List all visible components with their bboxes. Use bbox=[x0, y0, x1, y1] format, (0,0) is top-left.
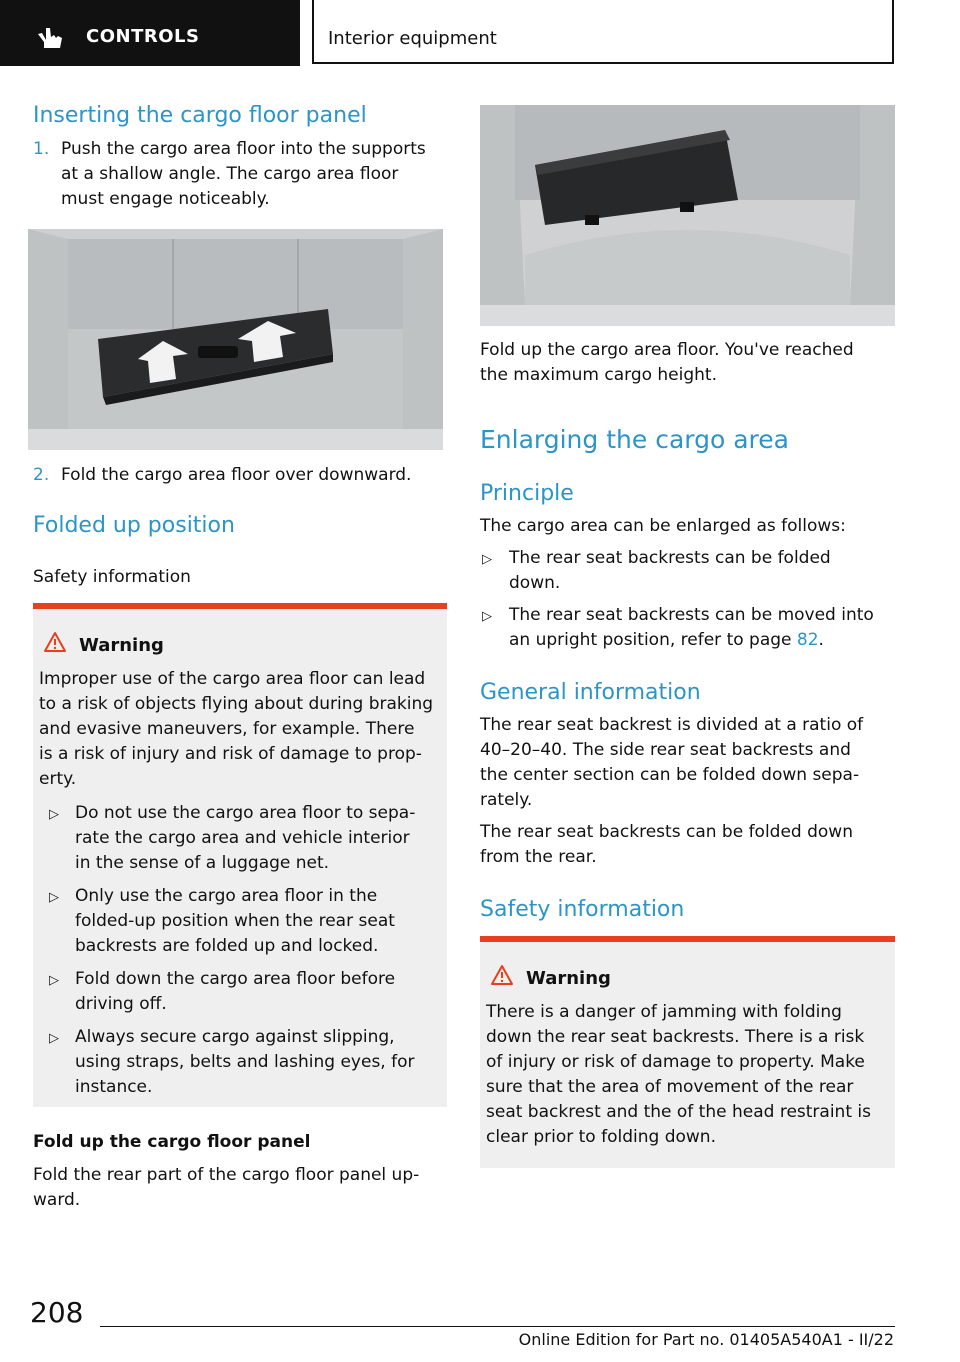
text-line: the center section can be folded down sepa- bbox=[480, 765, 860, 785]
warning-body bbox=[39, 667, 433, 792]
text-line: ward. bbox=[33, 1190, 81, 1210]
warning-body bbox=[486, 1000, 871, 1150]
text-line: driving off. bbox=[75, 994, 167, 1014]
footer-divider bbox=[100, 1326, 895, 1327]
text-line: The rear seat backrests can be moved into bbox=[509, 605, 874, 625]
text-line: There is a danger of jamming with folding bbox=[486, 1002, 842, 1022]
bullet-triangle-icon: ▷ bbox=[49, 807, 59, 822]
warning-box bbox=[33, 603, 447, 1107]
fold-up-text bbox=[33, 1163, 419, 1213]
principle-bullet bbox=[509, 546, 831, 596]
text-line: rate the cargo area and vehicle interior bbox=[75, 828, 410, 848]
step-number: 2. bbox=[33, 465, 50, 485]
text-line bbox=[509, 628, 874, 653]
warning-title: Warning bbox=[526, 968, 611, 989]
text-line: of injury or risk of damage to property. Make bbox=[486, 1052, 865, 1072]
text-line: Only use the cargo area floor in the bbox=[75, 886, 378, 906]
principle-bullet bbox=[509, 603, 874, 653]
bullet-triangle-icon: ▷ bbox=[49, 890, 59, 905]
text-line: and evasive maneuvers, for example. There bbox=[39, 719, 415, 739]
warning-bullet bbox=[75, 884, 395, 959]
page-number: 208 bbox=[30, 1296, 84, 1329]
text-line: clear prior to folding down. bbox=[486, 1127, 716, 1147]
text-line: Fold the rear part of the cargo floor panel up- bbox=[33, 1165, 420, 1185]
text-line: Always secure cargo against slipping, bbox=[75, 1027, 395, 1047]
text-line: in the sense of a luggage net. bbox=[75, 853, 330, 873]
bullet-triangle-icon: ▷ bbox=[482, 609, 492, 624]
bullet-triangle-icon: ▷ bbox=[49, 973, 59, 988]
header-chapter-label: Interior equipment bbox=[328, 28, 497, 49]
warning-triangle-icon bbox=[490, 964, 514, 986]
heading-principle: Principle bbox=[480, 481, 574, 506]
header-chapter-tab bbox=[312, 0, 894, 64]
principle-intro: The cargo area can be enlarged as follows: bbox=[480, 516, 846, 536]
text-line: to a risk of objects flying about during braking bbox=[39, 694, 434, 714]
text-line: backrests are folded up and locked. bbox=[75, 936, 379, 956]
hand-pointer-icon bbox=[34, 24, 66, 52]
text-line: must engage noticeably. bbox=[61, 189, 270, 209]
heading-inserting-cargo-floor: Inserting the cargo floor panel bbox=[33, 103, 367, 128]
warning-box bbox=[480, 936, 895, 1168]
text-line: instance. bbox=[75, 1077, 153, 1097]
heading-general-information: General information bbox=[480, 680, 701, 705]
bullet-triangle-icon: ▷ bbox=[482, 552, 492, 567]
text-fragment: an upright position, refer to page bbox=[509, 630, 797, 650]
text-line: down the rear seat backrests. There is a risk bbox=[486, 1027, 865, 1047]
text-line: Push the cargo area floor into the supports bbox=[61, 139, 426, 159]
text-line: from the rear. bbox=[480, 847, 597, 867]
cargo-floor-folded-image bbox=[480, 105, 895, 326]
fold-up-cargo-floor-title: Fold up the cargo floor panel bbox=[33, 1132, 311, 1152]
heading-safety-information: Safety information bbox=[480, 897, 685, 922]
text-line: erty. bbox=[39, 769, 77, 789]
text-line: The rear seat backrests can be folded down bbox=[480, 822, 853, 842]
folded-caption bbox=[480, 338, 854, 388]
text-line: rately. bbox=[480, 790, 533, 810]
text-line: Improper use of the cargo area floor can lead bbox=[39, 669, 426, 689]
warning-triangle-icon bbox=[43, 631, 67, 653]
safety-information-label: Safety information bbox=[33, 567, 191, 587]
text-line: is a risk of injury and risk of damage to prop- bbox=[39, 744, 422, 764]
general-text-2 bbox=[480, 820, 853, 870]
text-line: seat backrest and the of the head restraint is bbox=[486, 1102, 871, 1122]
text-line: folded-up position when the rear seat bbox=[75, 911, 395, 931]
warning-bullet bbox=[75, 967, 395, 1017]
step-number: 1. bbox=[33, 139, 50, 159]
page-reference-link[interactable]: 82 bbox=[796, 630, 819, 650]
text-line: using straps, belts and lashing eyes, for bbox=[75, 1052, 415, 1072]
text-line: Fold down the cargo area floor before bbox=[75, 969, 396, 989]
text-line: 40–20–40. The side rear seat backrests and bbox=[480, 740, 851, 760]
header-section-tab bbox=[0, 0, 300, 66]
general-text bbox=[480, 713, 863, 813]
text-line: Fold up the cargo area floor. You've reached bbox=[480, 340, 854, 360]
warning-title: Warning bbox=[79, 635, 164, 656]
text-line: the maximum cargo height. bbox=[480, 365, 718, 385]
heading-enlarging-cargo-area: Enlarging the cargo area bbox=[480, 425, 789, 454]
cargo-floor-insert-image bbox=[28, 229, 443, 450]
heading-folded-up-position: Folded up position bbox=[33, 513, 235, 538]
text-line: at a shallow angle. The cargo area floor bbox=[61, 164, 399, 184]
text-line: Do not use the cargo area floor to sepa- bbox=[75, 803, 416, 823]
text-line: down. bbox=[509, 573, 561, 593]
warning-bullet bbox=[75, 1025, 414, 1100]
text-line: sure that the area of movement of the rear bbox=[486, 1077, 854, 1097]
text-fragment: . bbox=[818, 630, 824, 650]
text-line: The rear seat backrests can be folded bbox=[509, 548, 831, 568]
text-line: The rear seat backrest is divided at a ratio of bbox=[480, 715, 864, 735]
step2-text: Fold the cargo area floor over downward. bbox=[61, 465, 412, 485]
header-section-label: CONTROLS bbox=[86, 26, 200, 47]
step1-text bbox=[61, 137, 426, 212]
edition-note: Online Edition for Part no. 01405A540A1 - II/22 bbox=[518, 1330, 894, 1349]
bullet-triangle-icon: ▷ bbox=[49, 1031, 59, 1046]
warning-bullet bbox=[75, 801, 415, 876]
